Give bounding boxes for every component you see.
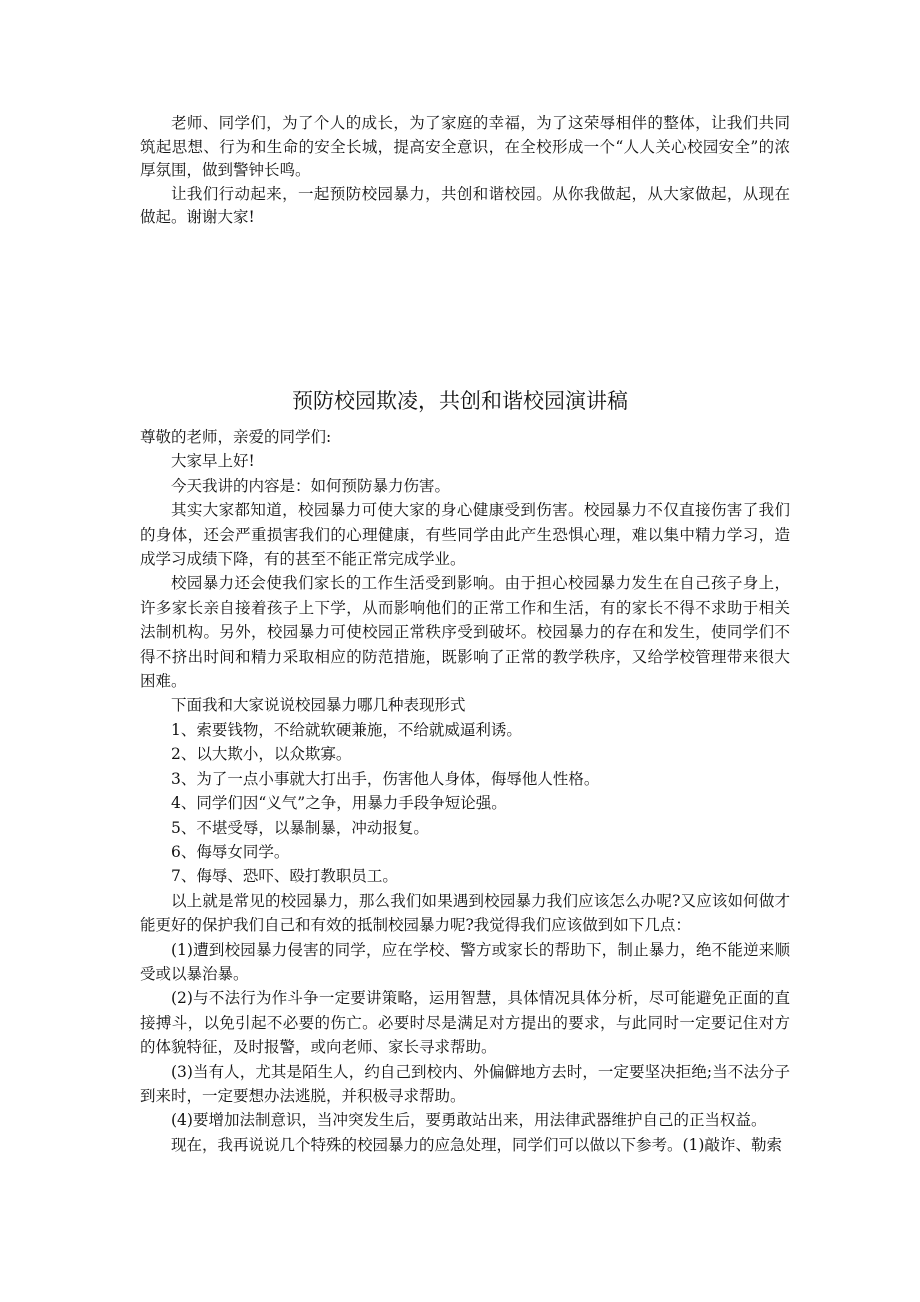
paragraph: 其实大家都知道，校园暴力可使大家的身心健康受到伤害。校园暴力不仅直接伤害了我们的身体，还会严重损害我们的心理健康，有些同学由此产生恐惧心理，难以集中精力学习，造成学习成绩下降，有的甚至不能正常完成学业。 bbox=[140, 501, 790, 569]
closing-section bbox=[140, 112, 790, 230]
list-item: 7、侮辱、恐吓、殴打教职员工。 bbox=[171, 867, 398, 886]
list-item: 5、不堪受辱，以暴制暴，冲动报复。 bbox=[171, 818, 429, 837]
list-item: (3)当有人，尤其是陌生人，约自己到校内、外偏僻地方去时，一定要坚决拒绝;当不法分子到来时，一定要想办法逃脱，并积极寻求帮助。 bbox=[140, 1062, 790, 1105]
list-item: 1、索要钱物，不给就软硬兼施，不给就威逼利诱。 bbox=[171, 720, 522, 739]
paragraph: 现在，我再说说几个特殊的校园暴力的应急处理，同学们可以做以下参考。(1)敲诈、勒索 bbox=[171, 1135, 782, 1154]
list-item: (2)与不法行为作斗争一定要讲策略，运用智慧，具体情况具体分析，尽可能避免正面的直接搏斗，以免引起不必要的伤亡。必要时尽是满足对方提出的要求，与此同时一定要记住对方的体貌特征，及时报警，或向老师、家长寻求帮助。 bbox=[140, 989, 790, 1057]
paragraph: 大家早上好! bbox=[171, 452, 255, 471]
paragraph: 下面我和大家说说校园暴力哪几种表现形式 bbox=[171, 696, 466, 715]
paragraph: 让我们行动起来，一起预防校园暴力，共创和谐校园。从你我做起，从大家做起，从现在做起。谢谢大家! bbox=[140, 184, 790, 226]
paragraph: 老师、同学们，为了个人的成长，为了家庭的幸福，为了这荣辱相伴的整体，让我们共同筑起思想、行为和生命的安全长城，提高安全意识，在全校形成一个“人人关心校园安全”的浓厚氛围，做到警钟长鸣。 bbox=[140, 114, 790, 179]
speech-body bbox=[140, 425, 790, 1157]
paragraph: 校园暴力还会使我们家长的工作生活受到影响。由于担心校园暴力发生在自己孩子身上，许多家长亲自接着孩子上下学，从而影响他们的正常工作和生活，有的家长不得不求助于相关法制机构。另外，校园暴力可使校园正常秩序受到破坏。校园暴力的存在和发生，使同学们不得不挤出时间和精力采取相应的防范措施，既影响了正常的教学秩序，又给学校管理带来很大困难。 bbox=[140, 574, 790, 691]
list-item: 2、以大欺小，以众欺寡。 bbox=[171, 745, 352, 764]
salutation: 尊敬的老师，亲爱的同学们: bbox=[140, 428, 332, 446]
list-item: 3、为了一点小事就大打出手，伤害他人身体，侮辱他人性格。 bbox=[171, 769, 600, 788]
paragraph: 今天我讲的内容是：如何预防暴力伤害。 bbox=[171, 476, 451, 495]
list-item: (4)要增加法制意识，当冲突发生后，要勇敢站出来，用法律武器维护自己的正当权益。 bbox=[171, 1111, 767, 1130]
list-item: (1)遭到校园暴力侵害的同学，应在学校、警方或家长的帮助下，制止暴力，绝不能逆来顺受或以暴治暴。 bbox=[140, 940, 790, 983]
speech-title: 预防校园欺凌，共创和谐校园演讲稿 bbox=[292, 389, 628, 413]
list-item: 4、同学们因“义气”之争，用暴力手段争短论强。 bbox=[171, 794, 507, 813]
list-item: 6、侮辱女同学。 bbox=[171, 842, 290, 861]
paragraph: 以上就是常见的校园暴力，那么我们如果遇到校园暴力我们应该怎么办呢?又应该如何做才能更好的保护我们自己和有效的抵制校园暴力呢?我觉得我们应该做到如下几点： bbox=[140, 891, 790, 935]
